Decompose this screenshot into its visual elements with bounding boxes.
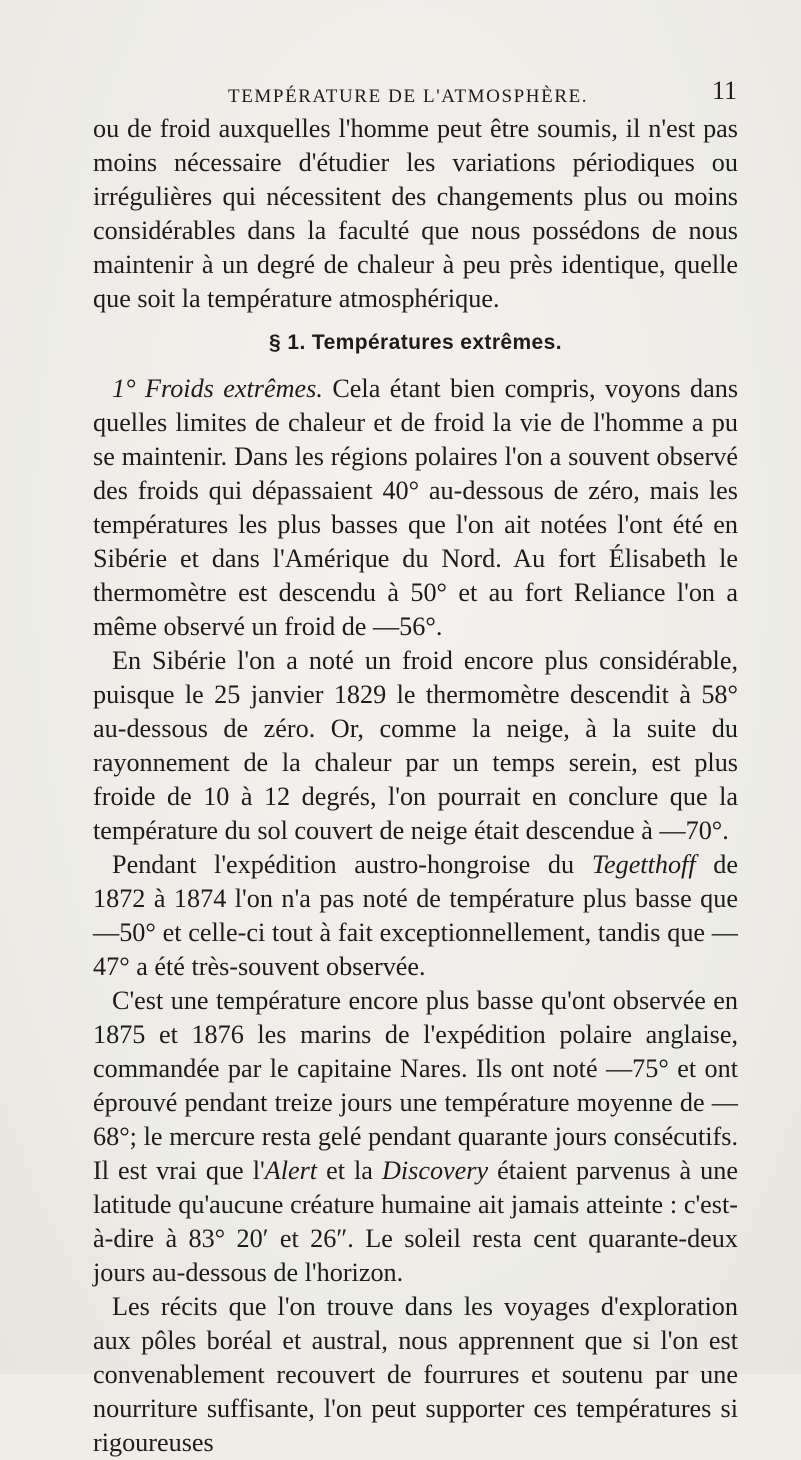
page-body <box>93 112 738 1460</box>
paragraph-continuation: ou de froid auxquelles l'homme peut être soumis, il n'est pas moins nécessaire d'étudier les variations périodiques ou irrégulières qui nécessitent des changements plus ou moins considérables dans la faculté que nous possédons de nous maintenir à un degré de chaleur à peu près identique, quelle que soit la température atmosphérique. <box>93 114 738 313</box>
paragraph-exploration-accounts: Les récits que l'on trouve dans les voyages d'exploration aux pôles boréal et austral, nous apprennent que si l'on est convenablement recouvert de fourrures et soutenu par une nourriture suffisante, l'on peut supporter ces températures si rigoureuses <box>93 1292 738 1457</box>
page-number: 11 <box>712 76 738 105</box>
paragraph-text: étaient parvenus à une latitude qu'aucune créature humaine ait jamais atteinte : c'est-à-dire à 83° 20′ et 26″. Le soleil resta cent quarante-deux jours au-dessous de l'horizon. <box>93 1156 738 1287</box>
paragraph-text: C'est une température encore plus basse qu'ont observée en 1875 et 1876 les marins de l'expédition polaire anglaise, commandée par le capitaine Nares. Ils ont noté —75° et ont éprouvé pendant treize jours une température moyenne de —68°; le mercure resta gelé pendant quarante jours consécutifs. Il est vrai que l' <box>93 986 738 1185</box>
running-title: TEMPÉRATURE DE L'ATMOSPHÈRE. <box>228 86 589 107</box>
section-heading: § 1. Températures extrêmes. <box>269 331 562 354</box>
paragraph-extreme-colds <box>93 372 738 644</box>
ship-name: Discovery <box>381 1156 489 1185</box>
paragraph-text: et la <box>317 1156 382 1185</box>
subsection-label: 1° Froids extrêmes. <box>112 374 323 403</box>
paragraph-siberia: En Sibérie l'on a noté un froid encore plus considérable, puisque le 25 janvier 1829 le thermomètre descendit à 58° au-dessous de zéro. Or, comme la neige, à la suite du rayonnement de la chaleur par un temps serein, est plus froide de 10 à 12 degrés, l'on pourrait en conclure que la température du sol couvert de neige était descendue à —70°. <box>93 646 738 845</box>
paragraph-text: Pendant l'expédition austro-hongroise du <box>112 850 592 879</box>
ship-name: Alert <box>264 1156 318 1185</box>
ship-name: Tegetthoff <box>591 850 696 879</box>
paragraph-tegetthoff <box>93 848 738 984</box>
paragraph-text: Cela étant bien compris, voyons dans quelles limites de chaleur et de froid la vie de l'homme a pu se maintenir. Dans les régions polaires l'on a souvent observé des froids qui dépassaient 40° au-dessous de zéro, mais les températures les plus basses que l'on ait notées l'ont été en Sibérie et dans l'Amérique du Nord. Au fort Élisabeth le thermomètre est descendu à 50° et au fort Reliance l'on a même observé un froid de —56°. <box>93 374 739 641</box>
paragraph-text: de 1872 à 1874 l'on n'a pas noté de température plus basse que —50° et celle-ci tout à fait exceptionnellement, tandis que —47° a été très-souvent observée. <box>93 850 739 981</box>
paragraph-nares-expedition <box>93 984 738 1290</box>
